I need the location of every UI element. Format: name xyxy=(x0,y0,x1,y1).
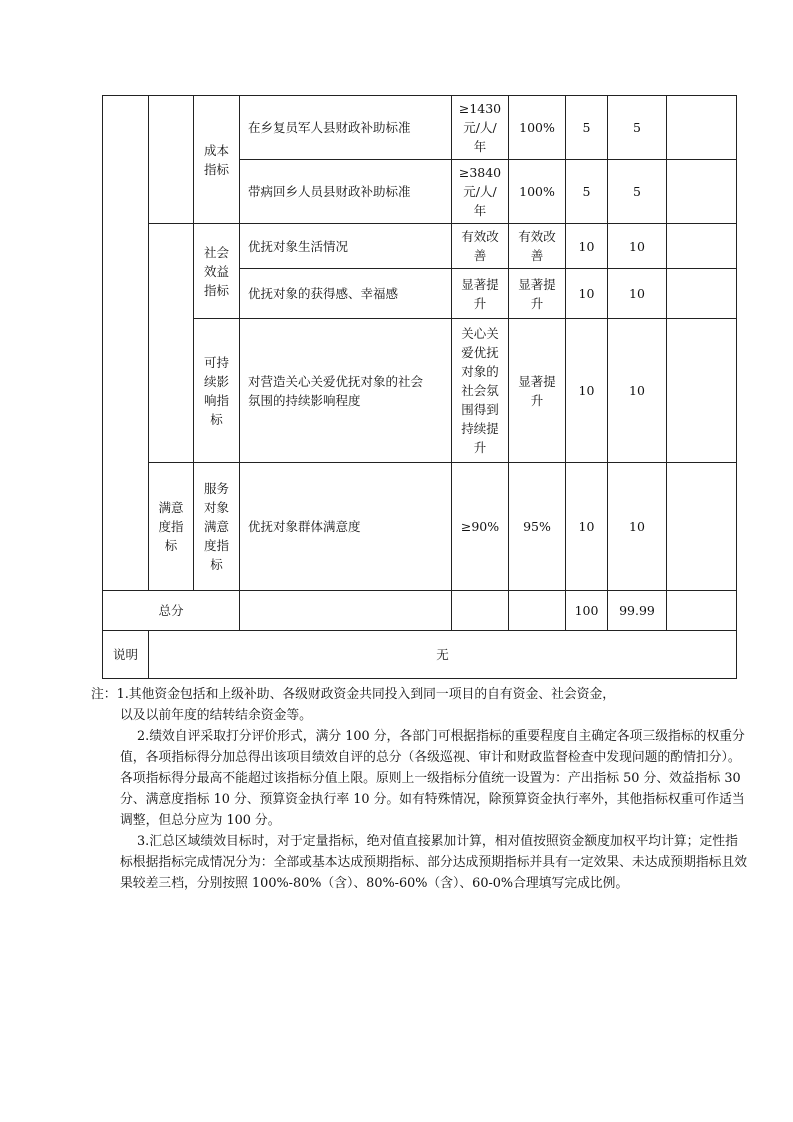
total-label: 总分 xyxy=(103,591,240,631)
actual-value: 100% xyxy=(509,96,566,160)
table-row xyxy=(103,319,737,463)
blank-cell xyxy=(509,591,566,631)
actual-value: 有效改 善 xyxy=(509,224,566,269)
notes-section xyxy=(91,684,750,894)
level2-indicator: 成本 指标 xyxy=(194,96,240,224)
target-value: 关心关 爱优抚 对象的 社会氛 围得到 持续提 升 xyxy=(452,319,509,463)
score-value: 10 xyxy=(608,269,667,319)
weight-value: 10 xyxy=(566,269,608,319)
level3-indicator: 在乡复员军人县财政补助标准 xyxy=(240,96,452,160)
blank-cell xyxy=(667,591,737,631)
actual-value: 95% xyxy=(509,463,566,591)
remark-row xyxy=(103,631,737,679)
level1-indicator: 满意 度指 标 xyxy=(149,463,194,591)
target-value: 显著提 升 xyxy=(452,269,509,319)
target-value: ≥90% xyxy=(452,463,509,591)
total-score: 99.99 xyxy=(608,591,667,631)
reason-cell xyxy=(667,463,737,591)
level2-indicator: 可持 续影 响指 标 xyxy=(194,319,240,463)
actual-value: 显著提 升 xyxy=(509,319,566,463)
score-value: 10 xyxy=(608,463,667,591)
note-1: 注：1.其他资金包括和上级补助、各级财政资金共同投入到同一项目的自有资金、社会资金， xyxy=(91,687,616,702)
weight-value: 5 xyxy=(566,160,608,224)
total-weight: 100 xyxy=(566,591,608,631)
reason-cell xyxy=(667,160,737,224)
remark-label: 说明 xyxy=(103,631,149,679)
table-row xyxy=(103,224,737,269)
target-value: 有效改 善 xyxy=(452,224,509,269)
score-value: 5 xyxy=(608,96,667,160)
level3-indicator: 优抚对象群体满意度 xyxy=(240,463,452,591)
weight-value: 10 xyxy=(566,319,608,463)
level2-indicator: 服务 对象 满意 度指 标 xyxy=(194,463,240,591)
note-3: 3.汇总区域绩效目标时，对于定量指标，绝对值直接累加计算，相对值按照资金额度加权平均计算；定性指标根据指标完成情况分为：全部或基本达成预期指标、部分达成预期指标并具有一定效果、未达成预期指标且效果较差三档，分别按照 100%-80%（含）、80%-60%（含）、60-0%合理填写完成比例。 xyxy=(120,834,748,891)
total-row xyxy=(103,591,737,631)
performance-table xyxy=(102,95,737,679)
table-row xyxy=(103,96,737,160)
level3-indicator: 对营造关心关爱优抚对象的社会 氛围的持续影响程度 xyxy=(240,319,452,463)
score-value: 10 xyxy=(608,224,667,269)
target-value: ≥1430 元/人/ 年 xyxy=(452,96,509,160)
level3-indicator: 带病回乡人员县财政补助标准 xyxy=(240,160,452,224)
weight-value: 10 xyxy=(566,463,608,591)
score-value: 10 xyxy=(608,319,667,463)
level3-indicator: 优抚对象生活情况 xyxy=(240,224,452,269)
note-2: 2.绩效自评采取打分评价形式，满分 100 分，各部门可根据指标的重要程度自主确定各项三级指标的权重分值，各项指标得分加总得出该项目绩效自评的总分（各级巡视、审计和财政监督检查中发现问题的酌情扣分）。各项指标得分最高不能超过该指标分值上限。原则上一级指标分值统一设置为：产出指标 50 分、效益指标 30 分、满意度指标 10 分、预算资金执行率 10 分。如有特殊情况，除预算资金执行率外，其他指标权重可作适当调整，但总分应为 100 分。 xyxy=(120,729,745,828)
actual-value: 显著提 升 xyxy=(509,269,566,319)
blank-cell xyxy=(103,96,149,591)
level3-indicator: 优抚对象的获得感、幸福感 xyxy=(240,269,452,319)
blank-cell xyxy=(240,591,452,631)
table-row xyxy=(103,463,737,591)
weight-value: 10 xyxy=(566,224,608,269)
reason-cell xyxy=(667,269,737,319)
target-value: ≥3840 元/人/ 年 xyxy=(452,160,509,224)
weight-value: 5 xyxy=(566,96,608,160)
remark-value: 无 xyxy=(149,631,737,679)
blank-cell xyxy=(149,224,194,463)
score-value: 5 xyxy=(608,160,667,224)
actual-value: 100% xyxy=(509,160,566,224)
blank-cell xyxy=(149,96,194,224)
note-1-continued: 以及以前年度的结转结余资金等。 xyxy=(120,708,312,723)
level2-indicator: 社会 效益 指标 xyxy=(194,224,240,319)
reason-cell xyxy=(667,224,737,269)
reason-cell xyxy=(667,319,737,463)
blank-cell xyxy=(452,591,509,631)
reason-cell xyxy=(667,96,737,160)
